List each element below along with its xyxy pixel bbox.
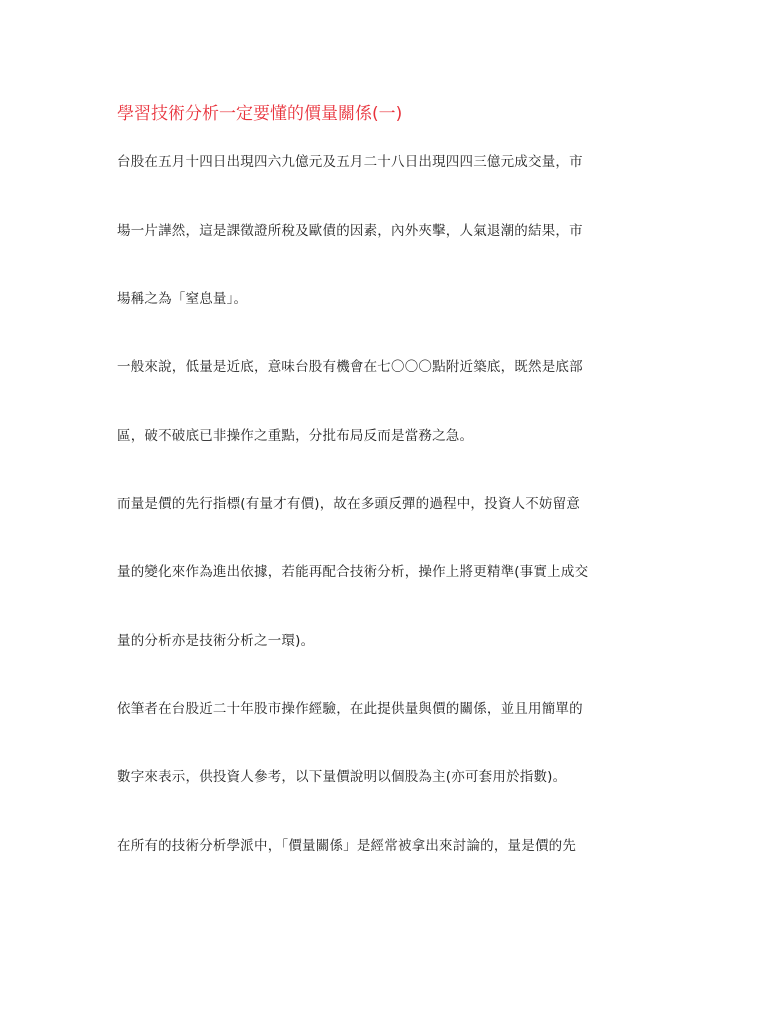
- text-line: 場一片譁然，這是課徵證所稅及歐債的因素，內外夾擊，人氣退潮的結果，市: [117, 223, 583, 239]
- text-line: 依筆者在台股近二十年股市操作經驗，在此提供量與價的關係，並且用簡單的: [117, 701, 583, 717]
- text-line: 區，破不破底已非操作之重點，分批布局反而是當務之急。: [117, 428, 474, 444]
- text-line: 台股在五月十四日出現四六九億元及五月二十八日出現四四三億元成交量，市: [117, 154, 583, 170]
- text-line: 而量是價的先行指標(有量才有價)，故在多頭反彈的過程中，投資人不妨留意: [117, 496, 581, 512]
- text-line: 場稱之為「窒息量」。: [117, 291, 248, 307]
- text-line: 數字來表示，供投資人參考，以下量價說明以個股為主(亦可套用於指數)。: [117, 769, 567, 785]
- text-line: 量的分析亦是技術分析之一環)。: [117, 633, 315, 649]
- text-line: 在所有的技術分析學派中，「價量關係」是經常被拿出來討論的，量是價的先: [117, 838, 577, 854]
- text-line: 量的變化來作為進出依據，若能再配合技術分析，操作上將更精準(事實上成交: [117, 564, 589, 580]
- text-line: 一般來說，低量是近底，意味台股有機會在七〇〇〇點附近築底，既然是底部: [117, 359, 583, 375]
- document-title: 學習技術分析一定要懂的價量關係(一): [117, 104, 403, 124]
